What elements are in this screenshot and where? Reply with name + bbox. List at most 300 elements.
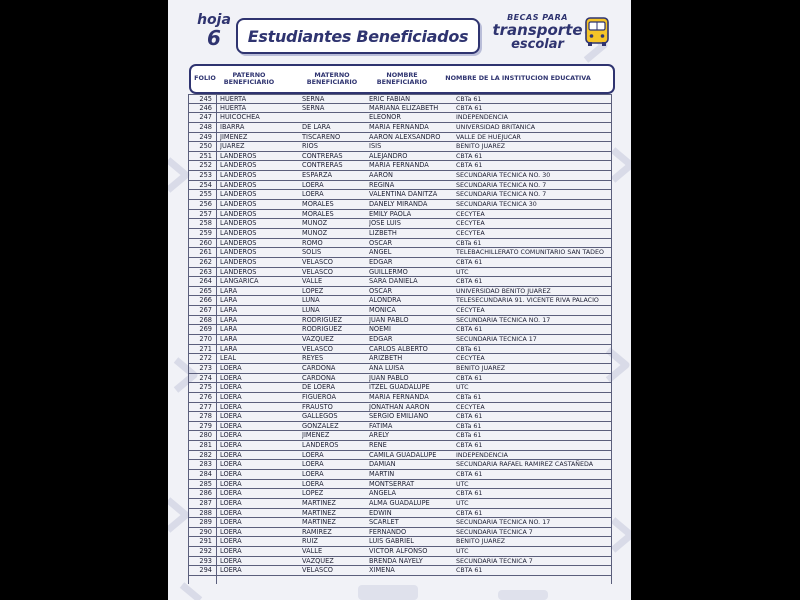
institucion-cell: CBTA 61 bbox=[456, 509, 483, 517]
folio-cell: 249 bbox=[199, 132, 212, 141]
header-nombre: NOMBRE BENEFICIARIO bbox=[376, 70, 428, 86]
paterno-cell: LANDEROS bbox=[220, 228, 257, 237]
institucion-cell: SECUNDARIA RAFAEL RAMIREZ CASTAÑEDA bbox=[456, 461, 594, 469]
materno-cell: ROMO bbox=[302, 238, 323, 247]
paterno-cell: LOERA bbox=[220, 469, 242, 478]
folio-cell: 257 bbox=[199, 209, 212, 218]
paterno-cell: LOERA bbox=[220, 431, 242, 440]
nombre-cell: ARIZBETH bbox=[369, 354, 403, 363]
header-institucion: NOMBRE DE LA INSTITUCION EDUCATIVA bbox=[445, 74, 591, 83]
nombre-cell: ITZEL GUADALUPE bbox=[369, 383, 430, 392]
title-box bbox=[236, 18, 480, 54]
paterno-cell: HUERTA bbox=[220, 95, 247, 103]
paterno-cell: LOERA bbox=[220, 556, 242, 565]
table-row bbox=[188, 335, 611, 345]
nombre-cell: ALMA GUADALUPE bbox=[369, 498, 430, 507]
nombre-cell: EDGAR bbox=[369, 335, 393, 344]
logo-line-2: transporte bbox=[492, 21, 583, 39]
materno-cell: LOERA bbox=[302, 460, 324, 469]
materno-cell: RIOS bbox=[302, 142, 318, 151]
materno-cell: LANDEROS bbox=[302, 441, 339, 450]
institucion-cell: BENITO JUAREZ bbox=[456, 364, 506, 372]
nombre-cell: XIMENA bbox=[369, 566, 395, 575]
institucion-cell: CBTa 61 bbox=[456, 422, 482, 430]
institucion-cell: CECYTEA bbox=[456, 229, 485, 237]
materno-cell: VELASCO bbox=[302, 344, 333, 353]
table-row bbox=[188, 374, 611, 384]
institucion-cell: SECUNDARIA TECNICA 17 bbox=[456, 336, 537, 344]
paterno-cell: LOERA bbox=[220, 498, 242, 507]
materno-cell: MUÑOZ bbox=[302, 228, 328, 237]
folio-cell: 258 bbox=[199, 219, 212, 228]
materno-cell: MARTINEZ bbox=[302, 518, 336, 527]
table-row bbox=[188, 296, 611, 306]
folio-cell: 253 bbox=[199, 171, 212, 180]
table-row bbox=[188, 528, 611, 538]
paterno-cell: LOERA bbox=[220, 450, 242, 459]
folio-cell: 269 bbox=[199, 325, 212, 334]
nombre-cell: JUAN PABLO bbox=[369, 315, 409, 324]
materno-cell: JIMENEZ bbox=[302, 431, 330, 440]
institucion-cell: CECYTEA bbox=[456, 355, 485, 363]
nombre-cell: VICTOR ALFONSO bbox=[369, 547, 428, 556]
institucion-cell: SECUNDARIA TECNICA NO. 30 bbox=[456, 172, 551, 180]
table-row bbox=[188, 325, 611, 335]
table-row bbox=[188, 364, 611, 374]
institucion-cell: CBTA 61 bbox=[456, 567, 483, 575]
institucion-cell: SECUNDARIA TECNICA NO. 7 bbox=[456, 191, 547, 199]
materno-cell: LOPEZ bbox=[302, 489, 324, 498]
institucion-cell: CBTa 61 bbox=[456, 393, 482, 401]
nombre-cell: EDWIN bbox=[369, 508, 392, 517]
paterno-cell: LOERA bbox=[220, 412, 242, 421]
document-sheet bbox=[168, 0, 631, 600]
paterno-cell: LARA bbox=[220, 344, 238, 353]
table-row bbox=[188, 248, 611, 258]
table-row bbox=[188, 113, 611, 123]
nombre-cell: JUAN PABLO bbox=[369, 373, 409, 382]
table-row bbox=[188, 451, 611, 461]
paterno-cell: LARA bbox=[220, 325, 238, 334]
paterno-cell: LARA bbox=[220, 306, 238, 315]
materno-cell: SERNA bbox=[302, 95, 325, 103]
folio-cell: 292 bbox=[199, 547, 212, 556]
materno-cell: GALLEGOS bbox=[302, 412, 338, 421]
materno-cell: MARTINEZ bbox=[302, 508, 336, 517]
paterno-cell: LARA bbox=[220, 296, 238, 305]
nombre-cell: AARON ALEXSANDRO bbox=[369, 132, 441, 141]
institucion-cell: UNIVERSIDAD BRITANICA bbox=[456, 123, 536, 131]
paterno-cell: HUICOCHEA bbox=[220, 113, 260, 122]
paterno-cell: LOERA bbox=[220, 566, 242, 575]
institucion-cell: CECYTEA bbox=[456, 210, 485, 218]
folio-cell: 279 bbox=[199, 421, 212, 430]
institucion-cell: SECUNDARIA TECNICA NO. 17 bbox=[456, 316, 551, 324]
table-row bbox=[188, 268, 611, 278]
folio-cell: 250 bbox=[199, 142, 212, 151]
paterno-cell: LANDEROS bbox=[220, 151, 257, 160]
table-row bbox=[188, 210, 611, 220]
table-row bbox=[188, 104, 611, 114]
nombre-cell: SARA DANIELA bbox=[369, 277, 418, 286]
folio-cell: 245 bbox=[199, 95, 212, 103]
folio-cell: 259 bbox=[199, 228, 212, 237]
institucion-cell: CBTA 61 bbox=[456, 374, 483, 382]
folio-cell: 264 bbox=[199, 277, 212, 286]
institucion-cell: CBTA 61 bbox=[456, 258, 483, 266]
nombre-cell: EMILY PAOLA bbox=[369, 209, 412, 218]
materno-cell: LOERA bbox=[302, 479, 324, 488]
nombre-cell: ANGEL bbox=[369, 248, 392, 257]
institucion-cell: SECUNDARIA TECNICA 7 bbox=[456, 528, 533, 536]
paterno-cell: LANGARICA bbox=[220, 277, 259, 286]
paterno-cell: LOERA bbox=[220, 441, 242, 450]
materno-cell: REYES bbox=[302, 354, 324, 363]
table-row bbox=[188, 190, 611, 200]
institucion-cell: CECYTEA bbox=[456, 403, 485, 411]
materno-cell: ESPARZA bbox=[302, 171, 333, 180]
folio-cell: 260 bbox=[199, 238, 212, 247]
bus-icon bbox=[585, 17, 609, 47]
folio-cell: 261 bbox=[199, 248, 212, 257]
folio-cell: 291 bbox=[199, 537, 212, 546]
nombre-cell: AARON bbox=[369, 171, 393, 180]
folio-cell: 262 bbox=[199, 257, 212, 266]
table-row bbox=[188, 566, 611, 576]
paterno-cell: JIMENEZ bbox=[220, 132, 248, 141]
materno-cell: VALLE bbox=[302, 277, 323, 286]
nombre-cell: JONATHAN AARON bbox=[369, 402, 430, 411]
table-row bbox=[188, 219, 611, 229]
institucion-cell: CBTA 61 bbox=[456, 490, 483, 498]
nombre-cell: SCARLET bbox=[369, 518, 399, 527]
table-row bbox=[188, 537, 611, 547]
materno-cell: RAMIREZ bbox=[302, 527, 332, 536]
institucion-cell: CBTA 61 bbox=[456, 104, 483, 112]
column-divider bbox=[611, 94, 612, 584]
folio-cell: 268 bbox=[199, 315, 212, 324]
institucion-cell: CBTa 61 bbox=[456, 432, 482, 440]
beneficiaries-table bbox=[188, 94, 611, 576]
materno-cell: LOERA bbox=[302, 450, 324, 459]
table-row bbox=[188, 287, 611, 297]
materno-cell: RODRIGUEZ bbox=[302, 325, 342, 334]
nombre-cell: MARTIN bbox=[369, 469, 395, 478]
nombre-cell: RENE bbox=[369, 441, 387, 450]
institucion-cell: UTC bbox=[456, 548, 469, 556]
folio-cell: 246 bbox=[199, 103, 212, 112]
materno-cell: FIGUEROA bbox=[302, 392, 337, 401]
nombre-cell: MONTSERRAT bbox=[369, 479, 415, 488]
materno-cell: CONTRERAS bbox=[302, 151, 343, 160]
paterno-cell: LANDEROS bbox=[220, 180, 257, 189]
table-row bbox=[188, 518, 611, 528]
materno-cell: LOERA bbox=[302, 469, 324, 478]
folio-cell: 290 bbox=[199, 527, 212, 536]
table-row bbox=[188, 354, 611, 364]
nombre-cell: ANA LUISA bbox=[369, 363, 404, 372]
institucion-cell: INDEPENDENCIA bbox=[456, 114, 508, 122]
institucion-cell: UTC bbox=[456, 499, 469, 507]
folio-cell: 270 bbox=[199, 335, 212, 344]
institucion-cell: TELEBACHILLERATO COMUNITARIO SAN TADEO bbox=[456, 249, 604, 257]
table-row bbox=[188, 94, 611, 104]
institucion-cell: CBTA 61 bbox=[456, 442, 483, 450]
paterno-cell: LEAL bbox=[220, 354, 237, 363]
logo-line-3: escolar bbox=[511, 37, 564, 52]
folio-cell: 284 bbox=[199, 469, 212, 478]
table-row bbox=[188, 277, 611, 287]
header-paterno: PATERNO BENEFICIARIO bbox=[223, 70, 275, 86]
materno-cell: SOLIS bbox=[302, 248, 322, 257]
nombre-cell: LUIS GABRIEL bbox=[369, 537, 414, 546]
institucion-cell: UNIVERSIDAD BENITO JUAREZ bbox=[456, 287, 551, 295]
table-row bbox=[188, 200, 611, 210]
paterno-cell: LOERA bbox=[220, 392, 242, 401]
nombre-cell: FERNANDO bbox=[369, 527, 407, 536]
materno-cell: VELASCO bbox=[302, 257, 333, 266]
nombre-cell: VALENTINA DANITZA bbox=[369, 190, 438, 199]
materno-cell: TISCAREÑO bbox=[302, 132, 341, 141]
materno-cell: DE LOERA bbox=[302, 383, 335, 392]
materno-cell: MARTINEZ bbox=[302, 498, 336, 507]
institucion-cell: BENITO JUAREZ bbox=[456, 538, 506, 546]
table-row bbox=[188, 557, 611, 567]
materno-cell: VELASCO bbox=[302, 566, 333, 575]
folio-cell: 287 bbox=[199, 498, 212, 507]
folio-cell: 256 bbox=[199, 200, 212, 209]
nombre-cell: SERGIO EMILIANO bbox=[369, 412, 429, 421]
institucion-cell: SECUNDARIA TECNICA NO. 7 bbox=[456, 181, 547, 189]
folio-cell: 275 bbox=[199, 383, 212, 392]
nombre-cell: ISIS bbox=[369, 142, 382, 151]
institucion-cell: CBTa 61 bbox=[456, 345, 482, 353]
materno-cell: GONZALEZ bbox=[302, 421, 339, 430]
folio-cell: 278 bbox=[199, 412, 212, 421]
institucion-cell: BENITO JUAREZ bbox=[456, 143, 506, 151]
folio-cell: 272 bbox=[199, 354, 212, 363]
nombre-cell: ALONDRA bbox=[369, 296, 401, 305]
hoja-number: 6 bbox=[207, 26, 221, 50]
institucion-cell: CBTA 61 bbox=[456, 470, 483, 478]
nombre-cell: ELEONOR bbox=[369, 113, 401, 122]
institucion-cell: CBTa 61 bbox=[456, 239, 482, 247]
table-row bbox=[188, 142, 611, 152]
folio-cell: 271 bbox=[199, 344, 212, 353]
nombre-cell: BRENDA NAYELY bbox=[369, 556, 423, 565]
paterno-cell: LOERA bbox=[220, 508, 242, 517]
paterno-cell: LANDEROS bbox=[220, 248, 257, 257]
materno-cell: CARDONA bbox=[302, 363, 336, 372]
folio-cell: 277 bbox=[199, 402, 212, 411]
paterno-cell: LOERA bbox=[220, 383, 242, 392]
table-row bbox=[188, 441, 611, 451]
page-header bbox=[168, 0, 631, 62]
paterno-cell: LOERA bbox=[220, 373, 242, 382]
institucion-cell: CBTA 61 bbox=[456, 162, 483, 170]
institucion-cell: SECUNDARIA TECNICA 7 bbox=[456, 557, 533, 565]
folio-cell: 286 bbox=[199, 489, 212, 498]
nombre-cell: ANGELA bbox=[369, 489, 397, 498]
folio-cell: 282 bbox=[199, 450, 212, 459]
table-row bbox=[188, 547, 611, 557]
table-row bbox=[188, 306, 611, 316]
table-header bbox=[189, 64, 615, 94]
folio-cell: 276 bbox=[199, 392, 212, 401]
paterno-cell: LARA bbox=[220, 315, 238, 324]
materno-cell: LOPEZ bbox=[302, 286, 324, 295]
institucion-cell: CBTa 61 bbox=[456, 96, 482, 103]
table-row bbox=[188, 470, 611, 480]
paterno-cell: LOERA bbox=[220, 460, 242, 469]
materno-cell: LOERA bbox=[302, 180, 324, 189]
paterno-cell: LOERA bbox=[220, 547, 242, 556]
folio-cell: 283 bbox=[199, 460, 212, 469]
nombre-cell: FATIMA bbox=[369, 421, 393, 430]
table-row bbox=[188, 480, 611, 490]
table-row bbox=[188, 383, 611, 393]
paterno-cell: LANDEROS bbox=[220, 257, 257, 266]
table-row bbox=[188, 229, 611, 239]
paterno-cell: LANDEROS bbox=[220, 267, 257, 276]
paterno-cell: LOERA bbox=[220, 402, 242, 411]
table-row bbox=[188, 431, 611, 441]
nombre-cell: CAMILA GUADALUPE bbox=[369, 450, 437, 459]
materno-cell: FRAUSTO bbox=[302, 402, 333, 411]
institucion-cell: UTC bbox=[456, 480, 469, 488]
table-row bbox=[188, 422, 611, 432]
paterno-cell: LOERA bbox=[220, 537, 242, 546]
table-row bbox=[188, 412, 611, 422]
materno-cell: RODRIGUEZ bbox=[302, 315, 342, 324]
table-row bbox=[188, 345, 611, 355]
folio-cell: 281 bbox=[199, 441, 212, 450]
folio-cell: 255 bbox=[199, 190, 212, 199]
nombre-cell: ALEJANDRO bbox=[369, 151, 408, 160]
folio-cell: 267 bbox=[199, 306, 212, 315]
table-row bbox=[188, 499, 611, 509]
paterno-cell: LOERA bbox=[220, 527, 242, 536]
folio-cell: 254 bbox=[199, 180, 212, 189]
paterno-cell: LOERA bbox=[220, 489, 242, 498]
materno-cell: MUÑOZ bbox=[302, 219, 328, 228]
institucion-cell: CBTA 61 bbox=[456, 413, 483, 421]
folio-cell: 273 bbox=[199, 363, 212, 372]
nombre-cell: JOSE LUIS bbox=[369, 219, 401, 228]
folio-cell: 294 bbox=[199, 566, 212, 575]
table-row bbox=[188, 489, 611, 499]
paterno-cell: LANDEROS bbox=[220, 219, 257, 228]
institucion-cell: SECUNDARIA TECNICA 30 bbox=[456, 201, 537, 209]
institucion-cell: SECUNDARIA TECNICA NO. 17 bbox=[456, 519, 551, 527]
nombre-cell: EDGAR bbox=[369, 257, 393, 266]
materno-cell: LOERA bbox=[302, 190, 324, 199]
table-row bbox=[188, 181, 611, 191]
nombre-cell: NOEMI bbox=[369, 325, 391, 334]
table-row bbox=[188, 152, 611, 162]
header-materno: MATERNO BENEFICIARIO bbox=[306, 70, 358, 86]
nombre-cell: MARIANA ELIZABETH bbox=[369, 103, 439, 112]
folio-cell: 274 bbox=[199, 373, 212, 382]
nombre-cell: MARIA FERNANDA bbox=[369, 122, 429, 131]
header-folio: FOLIO bbox=[194, 74, 216, 83]
table-row bbox=[188, 258, 611, 268]
nombre-cell: REGINA bbox=[369, 180, 395, 189]
table-row bbox=[188, 239, 611, 249]
nombre-cell: MARIA FERNANDA bbox=[369, 161, 429, 170]
folio-cell: 266 bbox=[199, 296, 212, 305]
table-row bbox=[188, 403, 611, 413]
nombre-cell: OSCAR bbox=[369, 238, 393, 247]
nombre-cell: GUILLERMO bbox=[369, 267, 408, 276]
paterno-cell: LANDEROS bbox=[220, 200, 257, 209]
hoja-word: hoja bbox=[197, 12, 231, 28]
materno-cell: MORALES bbox=[302, 200, 334, 209]
page-title: Estudiantes Beneficiados bbox=[247, 26, 469, 46]
materno-cell: LUNA bbox=[302, 306, 320, 315]
materno-cell: LUNA bbox=[302, 296, 320, 305]
materno-cell: DE LARA bbox=[302, 122, 331, 131]
folio-cell: 252 bbox=[199, 161, 212, 170]
materno-cell: VELASCO bbox=[302, 267, 333, 276]
paterno-cell: HUERTA bbox=[220, 103, 247, 112]
folio-cell: 248 bbox=[199, 122, 212, 131]
paterno-cell: LOERA bbox=[220, 421, 242, 430]
paterno-cell: LOERA bbox=[220, 518, 242, 527]
program-logo bbox=[490, 14, 585, 51]
folio-cell: 263 bbox=[199, 267, 212, 276]
folio-cell: 265 bbox=[199, 286, 212, 295]
paterno-cell: LANDEROS bbox=[220, 161, 257, 170]
sheet-number-label bbox=[190, 13, 238, 48]
folio-cell: 285 bbox=[199, 479, 212, 488]
nombre-cell: MARIA FERNANDA bbox=[369, 392, 429, 401]
institucion-cell: CBTA 61 bbox=[456, 326, 483, 334]
table-row bbox=[188, 460, 611, 470]
table-row bbox=[188, 161, 611, 171]
paterno-cell: LOERA bbox=[220, 363, 242, 372]
paterno-cell: JUAREZ bbox=[220, 142, 245, 151]
institucion-cell: VALLE DE HUEJUCAR bbox=[456, 133, 521, 141]
paterno-cell: LANDEROS bbox=[220, 190, 257, 199]
institucion-cell: UTC bbox=[456, 268, 469, 276]
nombre-cell: OSCAR bbox=[369, 286, 393, 295]
folio-cell: 251 bbox=[199, 151, 212, 160]
folio-cell: 247 bbox=[199, 113, 212, 122]
paterno-cell: LARA bbox=[220, 286, 238, 295]
nombre-cell: DAMIAN bbox=[369, 460, 396, 469]
materno-cell: VALLE bbox=[302, 547, 323, 556]
table-row bbox=[188, 393, 611, 403]
paterno-cell: LANDEROS bbox=[220, 171, 257, 180]
logo-line-1: BECAS PARA bbox=[507, 13, 568, 22]
table-row bbox=[188, 133, 611, 143]
nombre-cell: LIZBETH bbox=[369, 228, 397, 237]
institucion-cell: CECYTEA bbox=[456, 307, 485, 315]
institucion-cell: TELESECUNDARIA 91. VICENTE RIVA PALACIO bbox=[456, 297, 599, 305]
institucion-cell: CBTA 61 bbox=[456, 278, 483, 286]
paterno-cell: IBARRA bbox=[220, 122, 245, 131]
materno-cell: SERNA bbox=[302, 103, 325, 112]
paterno-cell: LOERA bbox=[220, 479, 242, 488]
institucion-cell: INDEPENDENCIA bbox=[456, 451, 508, 459]
nombre-cell: MONICA bbox=[369, 306, 396, 315]
nombre-cell: DANELY MIRANDA bbox=[369, 200, 428, 209]
paterno-cell: LANDEROS bbox=[220, 209, 257, 218]
nombre-cell: CARLOS ALBERTO bbox=[369, 344, 428, 353]
paterno-cell: LARA bbox=[220, 335, 238, 344]
materno-cell: CONTRERAS bbox=[302, 161, 343, 170]
